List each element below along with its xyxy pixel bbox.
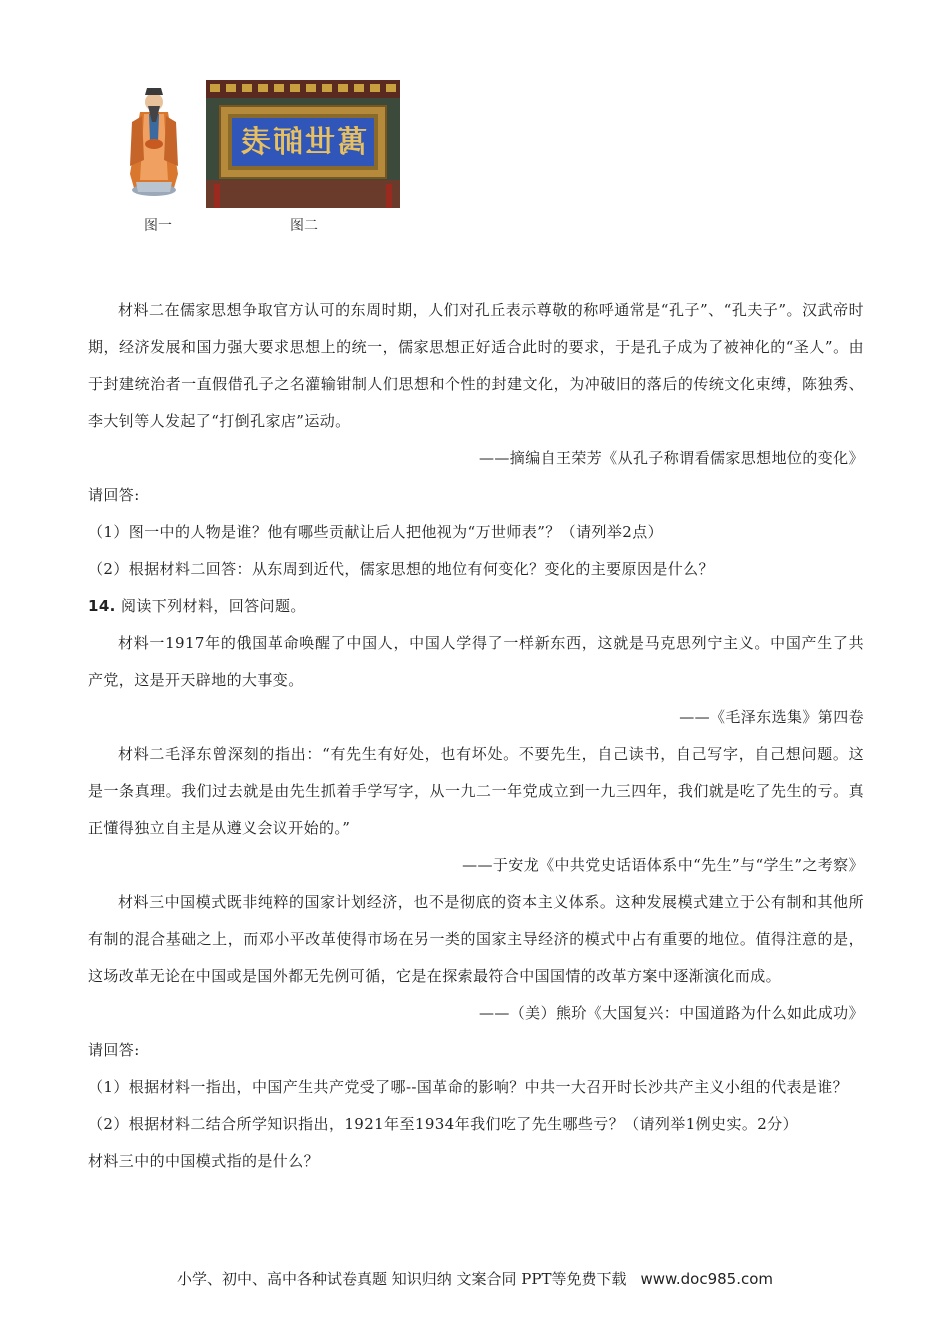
- confucius-figure-image: [118, 82, 190, 200]
- q14-number: 14.: [88, 597, 116, 615]
- q13-ask: 请回答:: [88, 486, 140, 504]
- q13-material-2-source: ——摘编自王荣芳《从孔子称谓看儒家思想地位的变化》: [478, 449, 864, 467]
- q13-material-2: 材料二在儒家思想争取官方认可的东周时期，人们对孔丘表示尊敬的称呼通常是“孔子”、“孔夫子”。汉武帝时期，经济发展和国力强大要求思想上的统一，儒家思想正好适合此时的要求，于是孔子成为了被神化的“圣人”。由于封建统治者一直假借孔子之名灌输钳制人们思想和个性的封建文化，为冲破旧的落后的传统文化束缚，陈独秀、李大钊等人发起了“打倒孔家店”运动。: [88, 301, 864, 430]
- plaque-text: 萬世師表: [239, 125, 367, 160]
- q14-material-3: 材料三中国模式既非纯粹的国家计划经济，也不是彻底的资本主义体系。这种发展模式建立于公有制和其他所有制的混合基础之上，而邓小平改革使得市场在另一类的国家主导经济的模式中占有重要的地位。值得注意的是，这场改革无论在中国或是国外都无先例可循，它是在探索最符合中国国情的改革方案中逐渐演化而成。: [88, 893, 864, 985]
- q14-material-2: 材料二毛泽东曾深刻的指出：“有先生有好处，也有坏处。不要先生，自己读书，自己写字，自己想问题。这是一条真理。我们过去就是由先生抓着手学写字，从一九二一年党成立到一九三四年，我们就是吃了先生的亏。真正懂得独立自主是从遵义会议开始的。”: [88, 745, 864, 837]
- q14-material-1-source: ——《毛泽东选集》第四卷: [679, 708, 864, 726]
- q14-material-2-source: ——于安龙《中共党史话语体系中“先生”与“学生”之考察》: [462, 856, 864, 874]
- footer-url-link[interactable]: www.doc985.com: [640, 1270, 774, 1288]
- q14-sub-question-2: （2）根据材料二结合所学知识指出，1921年至1934年我们吃了先生哪些亏？（请列举1例史实。2分）: [88, 1115, 798, 1133]
- figure-1-caption: 图一: [144, 218, 172, 234]
- q14-prompt: 阅读下列材料，回答问题。: [120, 597, 306, 615]
- q13-sub-question-1: （1）图一中的人物是谁？他有哪些贡献让后人把他视为“万世师表”？（请列举2点）: [88, 523, 664, 541]
- wanshi-shibiao-plaque-image: [206, 80, 400, 208]
- q14-material-1: 材料一1917年的俄国革命唤醒了中国人，中国人学得了一样新东西，这就是马克思列宁主义。中国产生了共产党，这是开天辟地的大事变。: [88, 634, 864, 689]
- figure-2-caption: 图二: [290, 218, 318, 234]
- q14-ask: 请回答:: [88, 1041, 140, 1059]
- q14-material-3-source: ——（美）熊玠《大国复兴：中国道路为什么如此成功》: [478, 1004, 864, 1022]
- page-footer: [0, 1268, 950, 1289]
- question-content: [88, 292, 864, 1180]
- q13-sub-question-2: （2）根据材料二回答：从东周到近代，儒家思想的地位有何变化？变化的主要原因是什么？: [88, 560, 714, 578]
- q14-header: [88, 588, 864, 625]
- q14-sub-question-3: 材料三中的中国模式指的是什么？: [88, 1152, 320, 1170]
- footer-text: 小学、初中、高中各种试卷真题 知识归纳 文案合同 PPT等免费下载: [176, 1270, 627, 1288]
- q14-sub-question-1: （1）根据材料一指出，中国产生共产党受了哪--国革命的影响？中共一大召开时长沙共产主义小组的代表是谁？: [88, 1078, 849, 1096]
